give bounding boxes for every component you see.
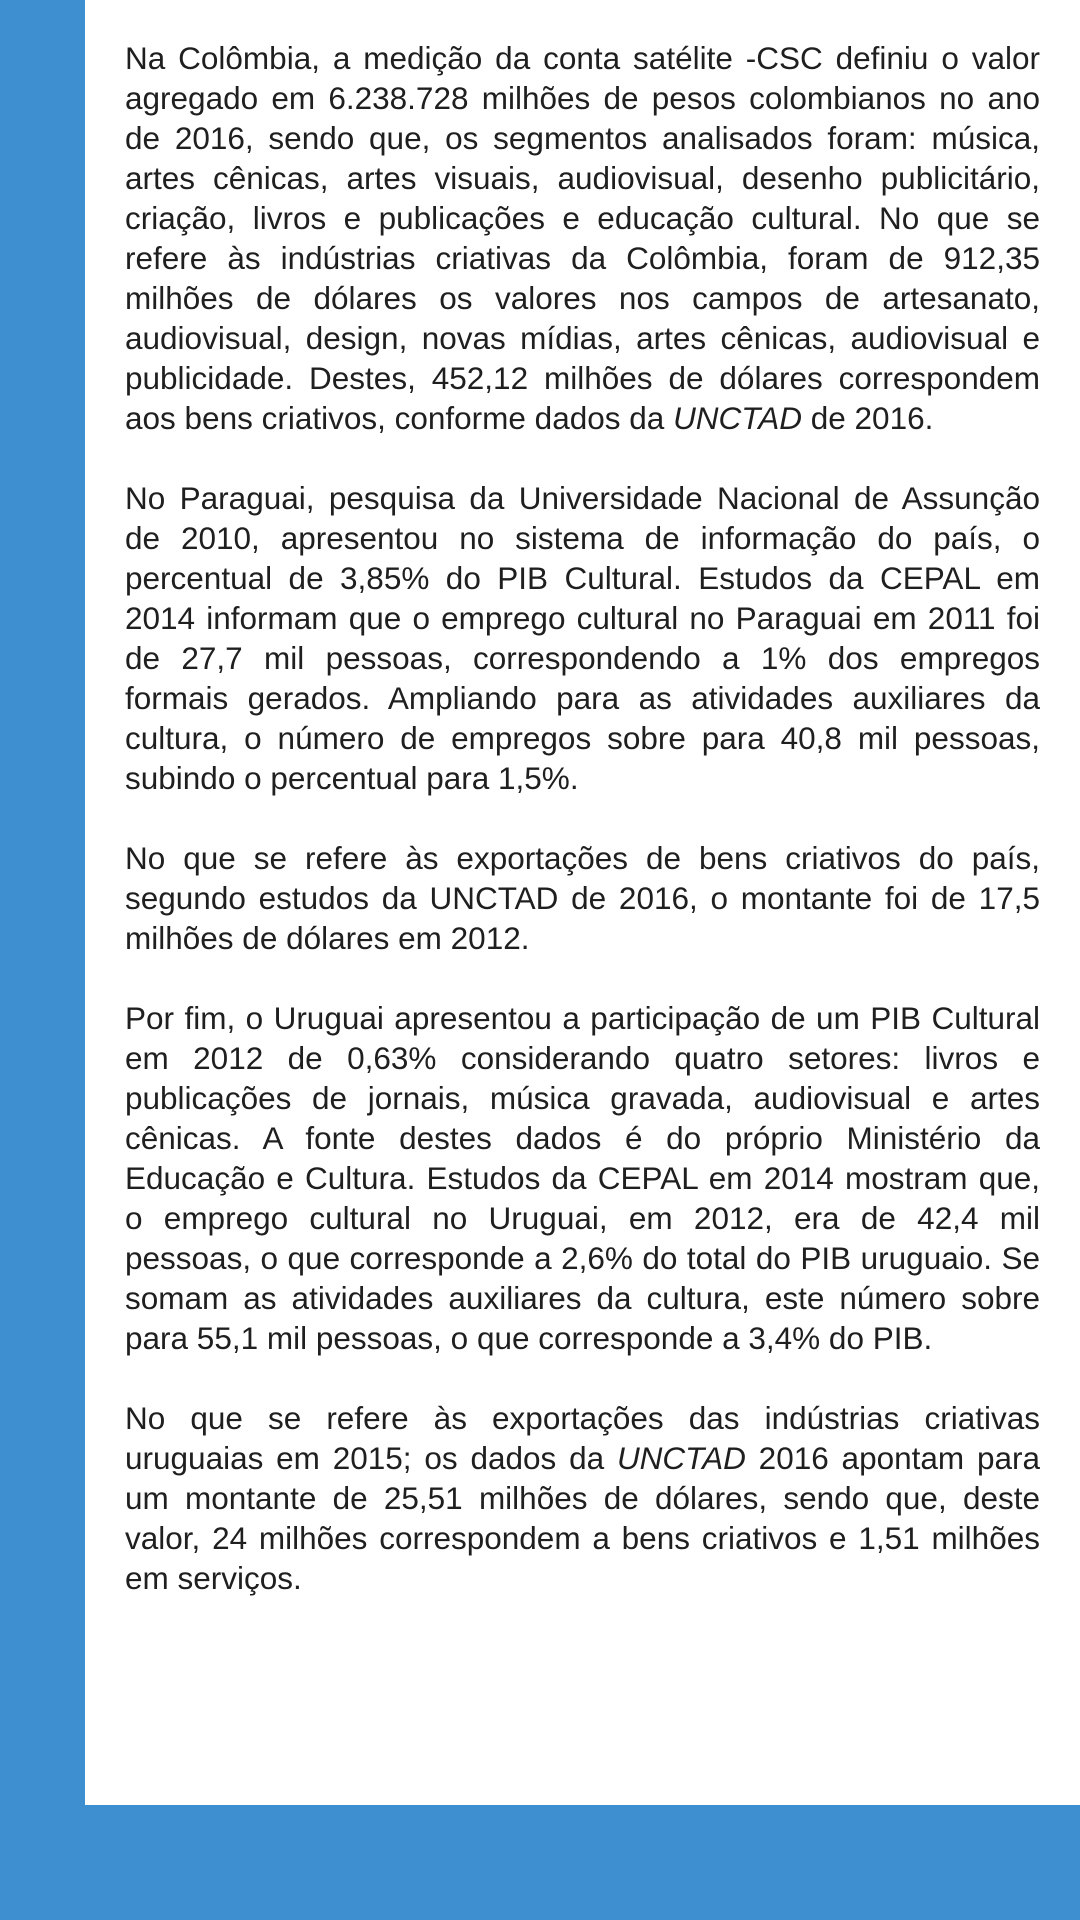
body-text xyxy=(125,38,1040,1598)
paragraph-uruguai: Por fim, o Uruguai apresentou a participação de um PIB Cultural em 2012 de 0,63% considerando quatro setores: livros e publicações de jornais, música gravada, audiovisual e artes cênicas. A fonte destes dados é do próprio Ministério da Educação e Cultura. Estudos da CEPAL em 2014 mostram que, o emprego cultural no Uruguai, em 2012, era de 42,4 mil pessoas, o que corresponde a 2,6% do total do PIB uruguaio. Se somam as atividades auxiliares da cultura, este número sobre para 55,1 mil pessoas, o que corresponde a 3,4% do PIB. xyxy=(125,1000,1040,1356)
paragraph-colombia-tail: de 2016. xyxy=(801,400,934,436)
paragraph-colombia xyxy=(125,38,1040,438)
document-page xyxy=(85,0,1080,1805)
paragraph-uruguai-exports-tail: 2016 apontam para um montante de 25,51 milhões de dólares, sendo que, deste valor, 24 milhões correspondem a bens criativos e 1,51 milhões em serviços. xyxy=(125,1440,1040,1596)
paragraph-uruguai-exports-text: No que se refere às exportações das indústrias criativas uruguaias em 2015; os dados da xyxy=(125,1400,1040,1476)
paragraph-paraguai: No Paraguai, pesquisa da Universidade Nacional de Assunção de 2010, apresentou no sistema de informação do país, o percentual de 3,85% do PIB Cultural. Estudos da CEPAL em 2014 informam que o emprego cultural no Paraguai em 2011 foi de 27,7 mil pessoas, correspondendo a 1% dos empregos formais gerados. Ampliando para as atividades auxiliares da cultura, o número de empregos sobre para 40,8 mil pessoas, subindo o percentual para 1,5%. xyxy=(125,480,1040,796)
paragraph-uruguai-exports xyxy=(125,1398,1040,1598)
paragraph-colombia-text: Na Colômbia, a medição da conta satélite -CSC definiu o valor agregado em 6.238.728 milhões de pesos colombianos no ano de 2016, sendo que, os segmentos analisados foram: música, artes cênicas, artes visuais, audiovisual, desenho publicitário, criação, livros e publicações e educação cultural. No que se refere às indústrias criativas da Colômbia, foram de 912,35 milhões de dólares os valores nos campos de artesanato, audiovisual, design, novas mídias, artes cênicas, audiovisual e publicidade. Destes, 452,12 milhões de dólares correspondem aos bens criativos, conforme dados da xyxy=(125,40,1040,436)
paragraph-paraguai-exports: No que se refere às exportações de bens criativos do país, segundo estudos da UNCTAD de 2016, o montante foi de 17,5 milhões de dólares em 2012. xyxy=(125,840,1040,956)
unctad-italic: UNCTAD xyxy=(673,400,802,436)
unctad-italic: UNCTAD xyxy=(616,1440,746,1476)
